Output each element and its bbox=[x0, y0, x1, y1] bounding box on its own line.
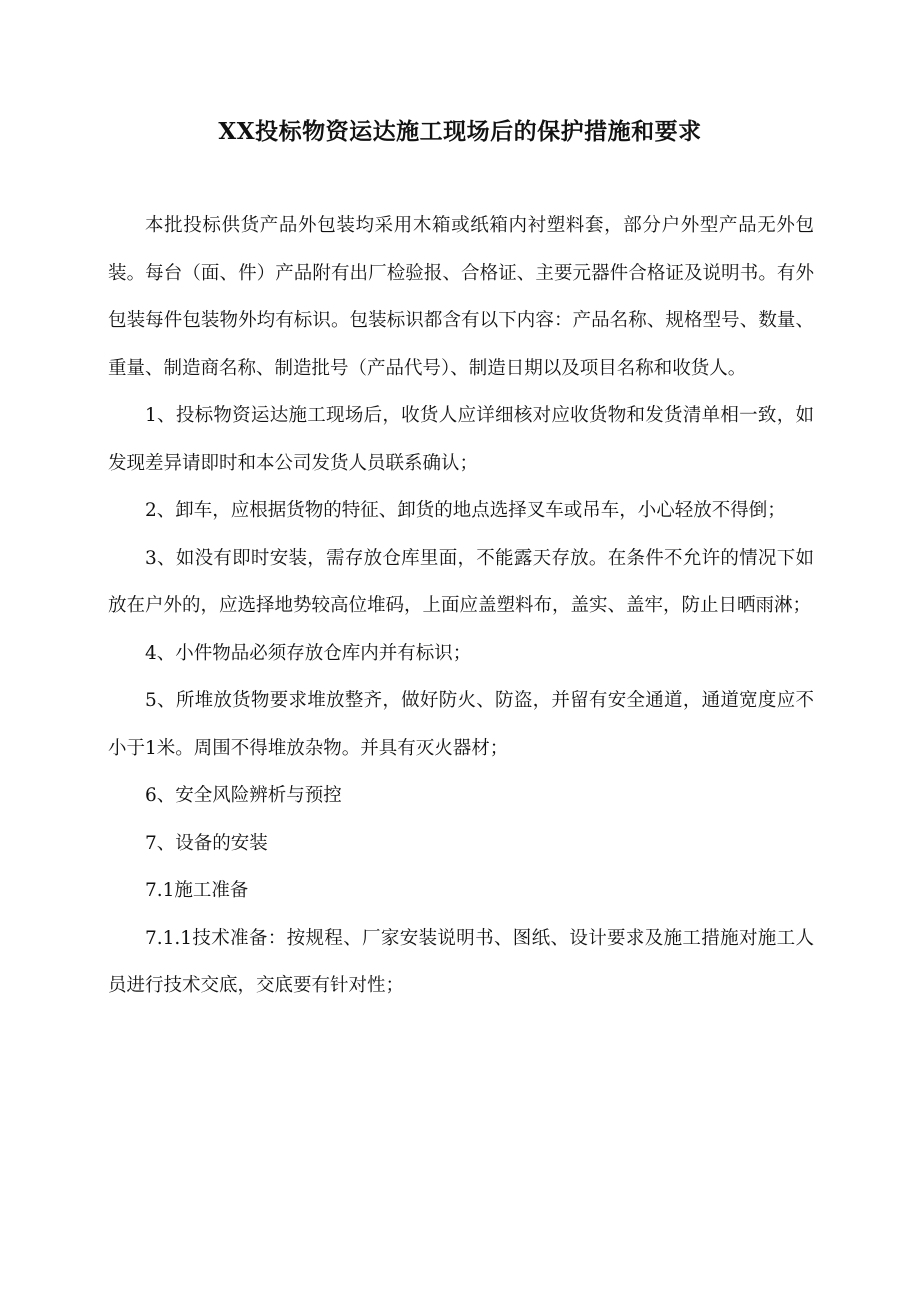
paragraph-packaging: 本批投标供货产品外包装均采用木箱或纸箱内衬塑料套，部分户外型产品无外包装。每台（面、件）产品附有出厂检验报、合格证、主要元器件合格证及说明书。有外包装每件包装物外均有标识。包装标识都含有以下内容：产品名称、规格型号、数量、重量、制造商名称、制造批号（产品代号）、制造日期以及项目名称和收货人。 bbox=[108, 215, 814, 379]
paragraph-item-4: 4、小件物品必须存放仓库内并有标识； bbox=[145, 642, 472, 664]
paragraph-7-1-1: 7.1.1技术准备：按规程、厂家安装说明书、图纸、设计要求及施工措施对施工人员进行技术交底，交底要有针对性； bbox=[108, 927, 814, 996]
document-title: XX投标物资运达施工现场后的保护措施和要求 bbox=[218, 118, 702, 145]
section-heading-7-1: 7.1施工准备 bbox=[145, 880, 249, 901]
section-heading-6: 6、安全风险辨析与预控 bbox=[145, 785, 342, 806]
paragraph-item-1: 1、投标物资运达施工现场后，收货人应详细核对应收货物和发货清单相一致，如发现差异请即时和本公司发货人员联系确认； bbox=[108, 405, 814, 474]
paragraph-item-2: 2、卸车，应根据货物的特征、卸货的地点选择叉车或吊车，小心轻放不得倒； bbox=[145, 500, 786, 521]
paragraph-item-5: 5、所堆放货物要求堆放整齐，做好防火、防盗，并留有安全通道，通道宽度应不小于1米。周围不得堆放杂物。并具有灭火器材； bbox=[108, 690, 814, 759]
document-body bbox=[108, 202, 814, 1010]
paragraph-item-3: 3、如没有即时安装，需存放仓库里面，不能露天存放。在条件不允许的情况下如放在户外的，应选择地势较高位堆码，上面应盖塑料布，盖实、盖牢，防止日晒雨淋； bbox=[108, 547, 814, 616]
section-heading-7: 7、设备的安装 bbox=[145, 832, 268, 854]
